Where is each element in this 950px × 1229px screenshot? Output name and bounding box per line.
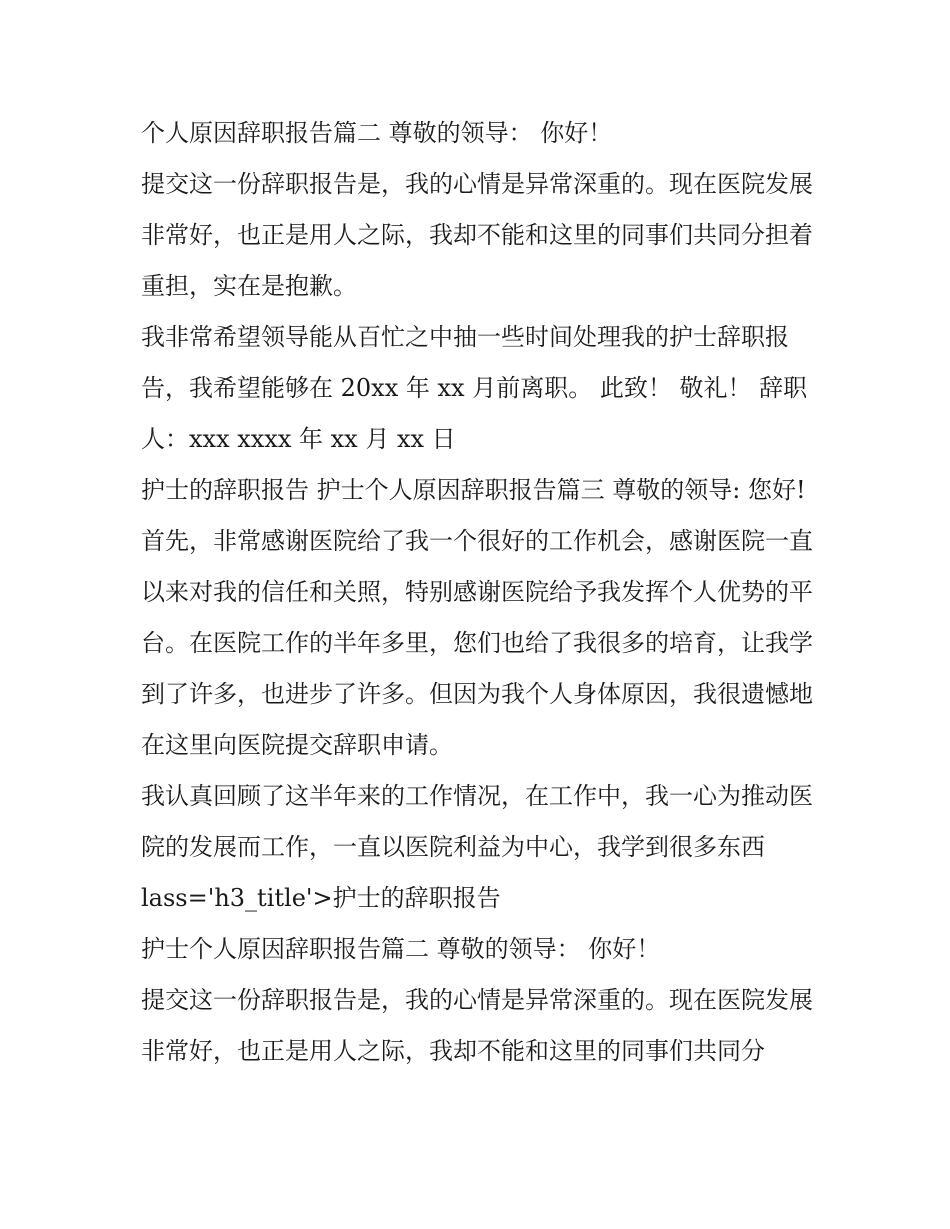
paragraph-6: 我认真回顾了这半年来的工作情况，在工作中，我一心为推动医院的发展而工作，一直以医院利益为中心，我学到很多东西 xyxy=(141,782,813,861)
paragraph-8-heading: 护士个人原因辞职报告篇二 尊敬的领导： 你好！ xyxy=(141,935,661,963)
document-body xyxy=(141,108,813,1077)
paragraph-5: 首先，非常感谢医院给了我一个很好的工作机会，感谢医院一直以来对我的信任和关照，特别感谢医院给予我发挥个人优势的平台。在医院工作的半年多里，您们也给了我很多的培育，让我学到了许多，也进步了许多。但因为我个人身体原因，我很遗憾地在这里向医院提交辞职申请。 xyxy=(141,527,813,759)
paragraph-1-heading: 个人原因辞职报告篇二 尊敬的领导： 你好！ xyxy=(141,119,613,147)
paragraph-7-stray-markup: lass='h3_title'>护士的辞职报告 xyxy=(141,884,501,912)
paragraph-4-heading: 护士的辞职报告 护士个人原因辞职报告篇三 尊敬的领导: 您好! xyxy=(141,476,806,504)
paragraph-9: 提交这一份辞职报告是，我的心情是异常深重的。现在医院发展非常好，也正是用人之际，我却不能和这里的同事们共同分 xyxy=(141,986,813,1065)
paragraph-2: 提交这一份辞职报告是，我的心情是异常深重的。现在医院发展非常好，也正是用人之际，我却不能和这里的同事们共同分担着重担，实在是抱歉。 xyxy=(141,170,813,300)
paragraph-3: 我非常希望领导能从百忙之中抽一些时间处理我的护士辞职报告，我希望能够在 20xx 年 xx 月前离职。 此致！ 敬礼！ 辞职人：xxx xxxx 年 xx 月 xx 日 xyxy=(141,323,808,453)
